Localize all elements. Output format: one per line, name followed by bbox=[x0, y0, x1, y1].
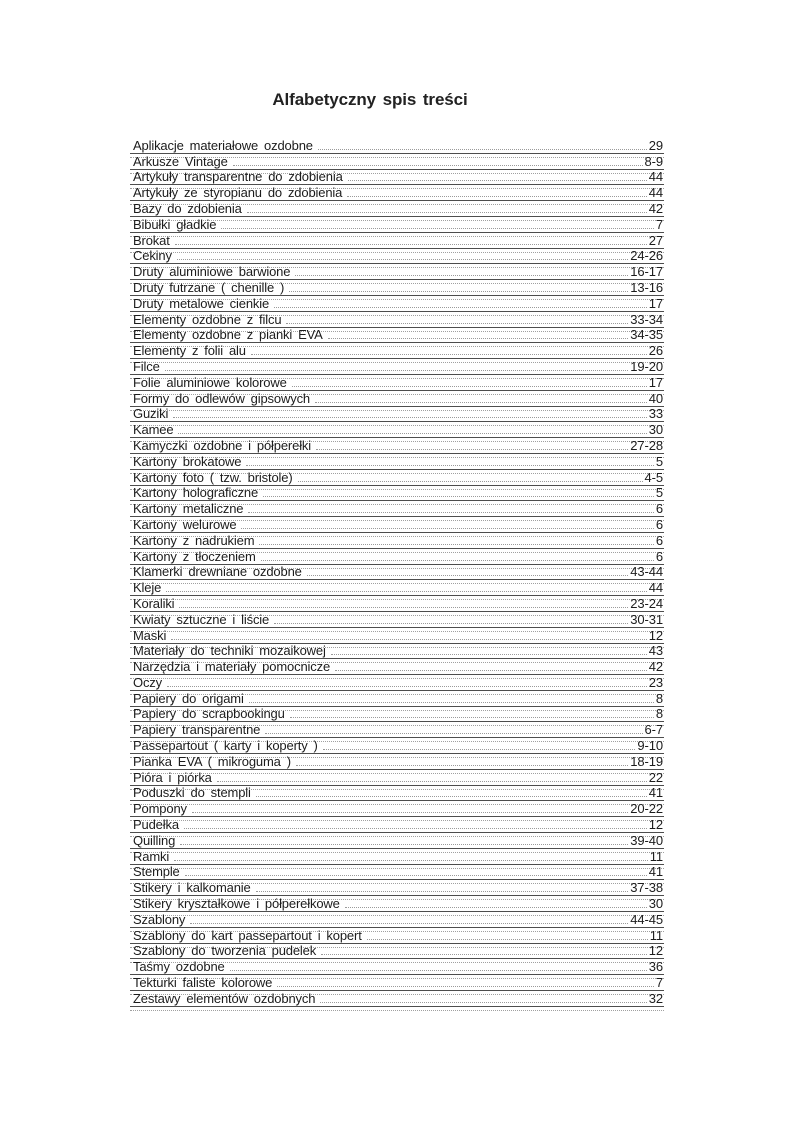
toc-row bbox=[130, 454, 664, 470]
toc-entry-label: Kamyczki ozdobne i półperełki bbox=[133, 437, 312, 453]
toc-entry-label: Narzędzia i materiały pomocnicze bbox=[133, 659, 331, 675]
toc-row bbox=[130, 644, 664, 660]
dotted-leader bbox=[246, 465, 654, 466]
toc-entry-label: Maski bbox=[133, 627, 167, 643]
toc-entry-label: Quilling bbox=[133, 832, 176, 848]
toc-entry-page: 33-34 bbox=[630, 311, 663, 327]
toc-entry-label: Koraliki bbox=[133, 595, 175, 611]
toc-entry-label: Kartony brokatowe bbox=[133, 453, 242, 469]
toc-entry-page: 6-7 bbox=[644, 722, 663, 738]
dotted-leader bbox=[175, 244, 647, 245]
toc-row bbox=[130, 580, 664, 596]
dotted-leader bbox=[274, 307, 647, 308]
toc-entry-page: 39-40 bbox=[630, 832, 663, 848]
dotted-leader bbox=[290, 717, 654, 718]
toc-entry-page: 33 bbox=[648, 406, 663, 422]
dotted-leader bbox=[179, 607, 628, 608]
dotted-leader bbox=[328, 338, 629, 339]
dotted-leader bbox=[248, 512, 654, 513]
toc-entry-page: 7 bbox=[655, 216, 663, 232]
page-title: Alfabetyczny spis treści bbox=[272, 90, 468, 109]
dotted-leader bbox=[184, 828, 647, 829]
toc-entry-label: Pompony bbox=[133, 801, 187, 817]
toc-entry-label: Stemple bbox=[133, 864, 180, 880]
toc-entry-label: Bibułki gładkie bbox=[133, 216, 217, 232]
dotted-leader bbox=[263, 496, 654, 497]
toc-entry-page: 12 bbox=[648, 817, 663, 833]
toc-row bbox=[130, 185, 664, 201]
dotted-leader bbox=[321, 954, 647, 955]
dotted-leader bbox=[345, 907, 647, 908]
toc-entry-page: 8 bbox=[655, 690, 663, 706]
dotted-leader bbox=[171, 639, 647, 640]
toc-entry-label: Kartony metaliczne bbox=[133, 501, 244, 517]
toc-entry-label: Folie aluminiowe kolorowe bbox=[133, 374, 287, 390]
toc-entry-page: 20-22 bbox=[630, 801, 663, 817]
toc-row bbox=[130, 233, 664, 249]
dotted-leader bbox=[247, 212, 647, 213]
dotted-leader bbox=[233, 165, 643, 166]
toc-entry-page: 22 bbox=[648, 769, 663, 785]
toc-row bbox=[130, 217, 664, 233]
toc-entry-label: Guziki bbox=[133, 406, 169, 422]
dotted-leader bbox=[192, 812, 628, 813]
toc-entry-page: 6 bbox=[655, 532, 663, 548]
toc-entry-page: 24-26 bbox=[630, 248, 663, 264]
toc-entry-label: Brokat bbox=[133, 232, 170, 248]
toc-row bbox=[130, 991, 664, 1007]
toc-row bbox=[130, 896, 664, 912]
dotted-leader bbox=[256, 796, 647, 797]
dotted-leader bbox=[320, 1002, 646, 1003]
toc-row bbox=[130, 517, 664, 533]
toc-entry-page: 44 bbox=[648, 185, 663, 201]
toc-row bbox=[130, 596, 664, 612]
toc-entry-label: Stikery i kalkomanie bbox=[133, 880, 251, 896]
toc-row bbox=[130, 770, 664, 786]
toc-row bbox=[130, 170, 664, 186]
toc-entry-page: 11 bbox=[649, 848, 663, 864]
toc-entry-page: 18-19 bbox=[630, 753, 663, 769]
toc-entry-label: Druty metalowe cienkie bbox=[133, 295, 270, 311]
toc-row bbox=[130, 738, 664, 754]
toc-entry-label: Stikery kryształkowe i półperełkowe bbox=[133, 896, 340, 912]
toc-entry-page: 29 bbox=[648, 137, 663, 153]
toc-entry-label: Pianka EVA ( mikroguma ) bbox=[133, 753, 291, 769]
toc-entry-page: 23 bbox=[648, 674, 663, 690]
toc-entry-label: Formy do odlewów gipsowych bbox=[133, 390, 311, 406]
dotted-leader bbox=[347, 196, 646, 197]
toc-entry-page: 37-38 bbox=[630, 880, 663, 896]
toc-entry-page: 11 bbox=[649, 927, 663, 943]
toc-entry-page: 5 bbox=[655, 453, 663, 469]
toc-entry-label: Szablony do tworzenia pudelek bbox=[133, 943, 317, 959]
dotted-leader bbox=[286, 323, 628, 324]
dotted-leader bbox=[241, 528, 653, 529]
toc-row bbox=[130, 264, 664, 280]
toc-row bbox=[130, 549, 664, 565]
dotted-leader bbox=[296, 765, 628, 766]
toc-row bbox=[130, 343, 664, 359]
toc-entry-label: Szablony bbox=[133, 911, 186, 927]
dotted-leader bbox=[230, 970, 647, 971]
toc-entry-label: Artykuły ze styropianu do zdobienia bbox=[133, 185, 343, 201]
toc-entry-label: Elementy ozdobne z pianki EVA bbox=[133, 327, 323, 343]
toc-entry-label: Aplikacje materiałowe ozdobne bbox=[133, 137, 313, 153]
toc-list bbox=[130, 138, 664, 1007]
toc-entry-label: Passepartout ( karty i koperty ) bbox=[133, 738, 318, 754]
dotted-leader bbox=[315, 402, 647, 403]
toc-row bbox=[130, 312, 664, 328]
dotted-leader bbox=[259, 544, 653, 545]
toc-entry-page: 19-20 bbox=[630, 358, 663, 374]
toc-entry-page: 6 bbox=[655, 516, 663, 532]
dotted-leader bbox=[173, 417, 647, 418]
toc-entry-page: 27 bbox=[648, 232, 663, 248]
toc-entry-page: 30-31 bbox=[630, 611, 663, 627]
toc-row bbox=[130, 928, 664, 944]
toc-entry-page: 17 bbox=[648, 295, 663, 311]
toc-entry-page: 16-17 bbox=[630, 264, 663, 280]
toc-entry-page: 44 bbox=[648, 169, 663, 185]
toc-entry-label: Druty futrzane ( chenille ) bbox=[133, 279, 285, 295]
dotted-leader bbox=[167, 686, 647, 687]
toc-row bbox=[130, 249, 664, 265]
toc-entry-page: 34-35 bbox=[630, 327, 663, 343]
toc-row bbox=[130, 328, 664, 344]
toc-entry-page: 12 bbox=[648, 943, 663, 959]
toc-row bbox=[130, 675, 664, 691]
toc-row bbox=[130, 501, 664, 517]
toc-entry-label: Kartony holograficzne bbox=[133, 485, 259, 501]
toc-row bbox=[130, 707, 664, 723]
dotted-leader bbox=[277, 986, 654, 987]
toc-row bbox=[130, 754, 664, 770]
dotted-leader bbox=[221, 228, 654, 229]
toc-entry-page: 17 bbox=[648, 374, 663, 390]
toc-entry-label: Tekturki faliste kolorowe bbox=[133, 975, 273, 991]
dotted-leader bbox=[318, 149, 647, 150]
toc-row bbox=[130, 801, 664, 817]
toc-entry-page: 43 bbox=[648, 643, 663, 659]
toc-entry-page: 13-16 bbox=[630, 279, 663, 295]
toc-entry-label: Cekiny bbox=[133, 248, 172, 264]
toc-entry-label: Kleje bbox=[133, 580, 162, 596]
toc-row bbox=[130, 959, 664, 975]
dotted-leader bbox=[367, 939, 648, 940]
toc-entry-label: Druty aluminiowe barwione bbox=[133, 264, 291, 280]
dotted-leader bbox=[251, 354, 647, 355]
toc-entry-label: Kwiaty sztuczne i liście bbox=[133, 611, 270, 627]
toc-entry-page: 32 bbox=[648, 990, 663, 1006]
toc-entry-page: 44 bbox=[648, 580, 663, 596]
toc-entry-page: 30 bbox=[648, 422, 663, 438]
dotted-leader bbox=[261, 560, 654, 561]
toc-entry-label: Artykuły transparentne do zdobienia bbox=[133, 169, 343, 185]
toc-entry-page: 12 bbox=[648, 627, 663, 643]
dotted-leader bbox=[165, 370, 629, 371]
toc-row bbox=[130, 912, 664, 928]
toc-row bbox=[130, 975, 664, 991]
dotted-leader bbox=[249, 702, 654, 703]
dotted-leader bbox=[335, 670, 647, 671]
toc-row bbox=[130, 391, 664, 407]
dotted-leader bbox=[295, 275, 628, 276]
toc-entry-label: Ramki bbox=[133, 848, 170, 864]
dotted-leader bbox=[298, 481, 643, 482]
toc-entry-label: Poduszki do stempli bbox=[133, 785, 251, 801]
dotted-leader bbox=[289, 291, 628, 292]
toc-entry-page: 41 bbox=[648, 864, 663, 880]
dotted-leader bbox=[190, 923, 628, 924]
dotted-leader bbox=[256, 891, 629, 892]
dotted-leader bbox=[177, 259, 628, 260]
toc-row bbox=[130, 375, 664, 391]
toc-row bbox=[130, 138, 664, 154]
toc-row bbox=[130, 296, 664, 312]
toc-entry-label: Papiery do origami bbox=[133, 690, 244, 706]
toc-entry-page: 6 bbox=[655, 548, 663, 564]
dotted-leader bbox=[166, 591, 647, 592]
toc-entry-label: Kartony z tłoczeniem bbox=[133, 548, 256, 564]
toc-row bbox=[130, 849, 664, 865]
toc-row bbox=[130, 612, 664, 628]
toc-row bbox=[130, 533, 664, 549]
toc-row bbox=[130, 659, 664, 675]
toc-entry-label: Klamerki drewniane ozdobne bbox=[133, 564, 302, 580]
dotted-leader bbox=[180, 844, 628, 845]
dotted-leader bbox=[307, 575, 628, 576]
toc-entry-page: 6 bbox=[655, 501, 663, 517]
dotted-leader bbox=[323, 749, 636, 750]
dotted-leader bbox=[316, 449, 628, 450]
toc-row bbox=[130, 359, 664, 375]
toc-entry-page: 5 bbox=[655, 485, 663, 501]
toc-entry-page: 7 bbox=[655, 975, 663, 991]
toc-entry-label: Papiery do scrapbookingu bbox=[133, 706, 285, 722]
toc-entry-label: Kartony z nadrukiem bbox=[133, 532, 255, 548]
toc-row bbox=[130, 486, 664, 502]
toc-entry-page: 9-10 bbox=[637, 738, 663, 754]
toc-row bbox=[130, 880, 664, 896]
toc-entry-page: 41 bbox=[648, 785, 663, 801]
toc-entry-page: 43-44 bbox=[630, 564, 663, 580]
toc-entry-label: Pudełka bbox=[133, 817, 179, 833]
toc-row bbox=[130, 865, 664, 881]
toc-entry-label: Oczy bbox=[133, 674, 163, 690]
toc-row bbox=[130, 833, 664, 849]
dotted-leader bbox=[348, 180, 647, 181]
toc-entry-page: 44-45 bbox=[630, 911, 663, 927]
toc-row bbox=[130, 422, 664, 438]
toc-entry-page: 30 bbox=[648, 896, 663, 912]
toc-entry-page: 40 bbox=[648, 390, 663, 406]
dotted-leader bbox=[331, 654, 647, 655]
toc-row bbox=[130, 817, 664, 833]
toc-row bbox=[130, 565, 664, 581]
dotted-leader bbox=[217, 781, 647, 782]
toc-entry-label: Kamee bbox=[133, 422, 174, 438]
toc-entry-page: 8-9 bbox=[644, 153, 663, 169]
toc-entry-label: Elementy z folii alu bbox=[133, 343, 246, 359]
toc-entry-label: Elementy ozdobne z filcu bbox=[133, 311, 282, 327]
toc-entry-label: Taśmy ozdobne bbox=[133, 959, 225, 975]
toc-entry-page: 36 bbox=[648, 959, 663, 975]
dotted-leader bbox=[274, 623, 628, 624]
toc-entry-label: Filce bbox=[133, 358, 160, 374]
dotted-leader bbox=[185, 875, 647, 876]
toc-row bbox=[130, 691, 664, 707]
toc-row bbox=[130, 154, 664, 170]
toc-entry-label: Bazy do zdobienia bbox=[133, 200, 242, 216]
toc-entry-label: Materiały do techniki mozaikowej bbox=[133, 643, 326, 659]
toc-entry-label: Arkusze Vintage bbox=[133, 153, 228, 169]
dotted-leader bbox=[265, 733, 642, 734]
toc-entry-label: Zestawy elementów ozdobnych bbox=[133, 990, 316, 1006]
dotted-leader bbox=[174, 860, 648, 861]
toc-row bbox=[130, 786, 664, 802]
toc-entry-page: 27-28 bbox=[630, 437, 663, 453]
toc-entry-label: Kartony foto ( tzw. bristole) bbox=[133, 469, 293, 485]
toc-row bbox=[130, 470, 664, 486]
dotted-leader bbox=[178, 433, 646, 434]
toc-row bbox=[130, 944, 664, 960]
toc-entry-page: 26 bbox=[648, 343, 663, 359]
toc-entry-page: 23-24 bbox=[630, 595, 663, 611]
toc-entry-page: 42 bbox=[648, 659, 663, 675]
toc-entry-label: Szablony do kart passepartout i kopert bbox=[133, 927, 362, 943]
toc-entry-page: 8 bbox=[655, 706, 663, 722]
toc-row bbox=[130, 722, 664, 738]
toc-entry-page: 42 bbox=[648, 200, 663, 216]
toc-entry-label: Kartony welurowe bbox=[133, 516, 237, 532]
dotted-leader bbox=[292, 386, 647, 387]
toc-row bbox=[130, 407, 664, 423]
toc-entry-label: Papiery transparentne bbox=[133, 722, 261, 738]
toc-entry-page: 4-5 bbox=[644, 469, 663, 485]
toc-entry-label: Pióra i piórka bbox=[133, 769, 212, 785]
toc-row bbox=[130, 438, 664, 454]
toc-row bbox=[130, 280, 664, 296]
toc-row bbox=[130, 201, 664, 217]
toc-row bbox=[130, 628, 664, 644]
